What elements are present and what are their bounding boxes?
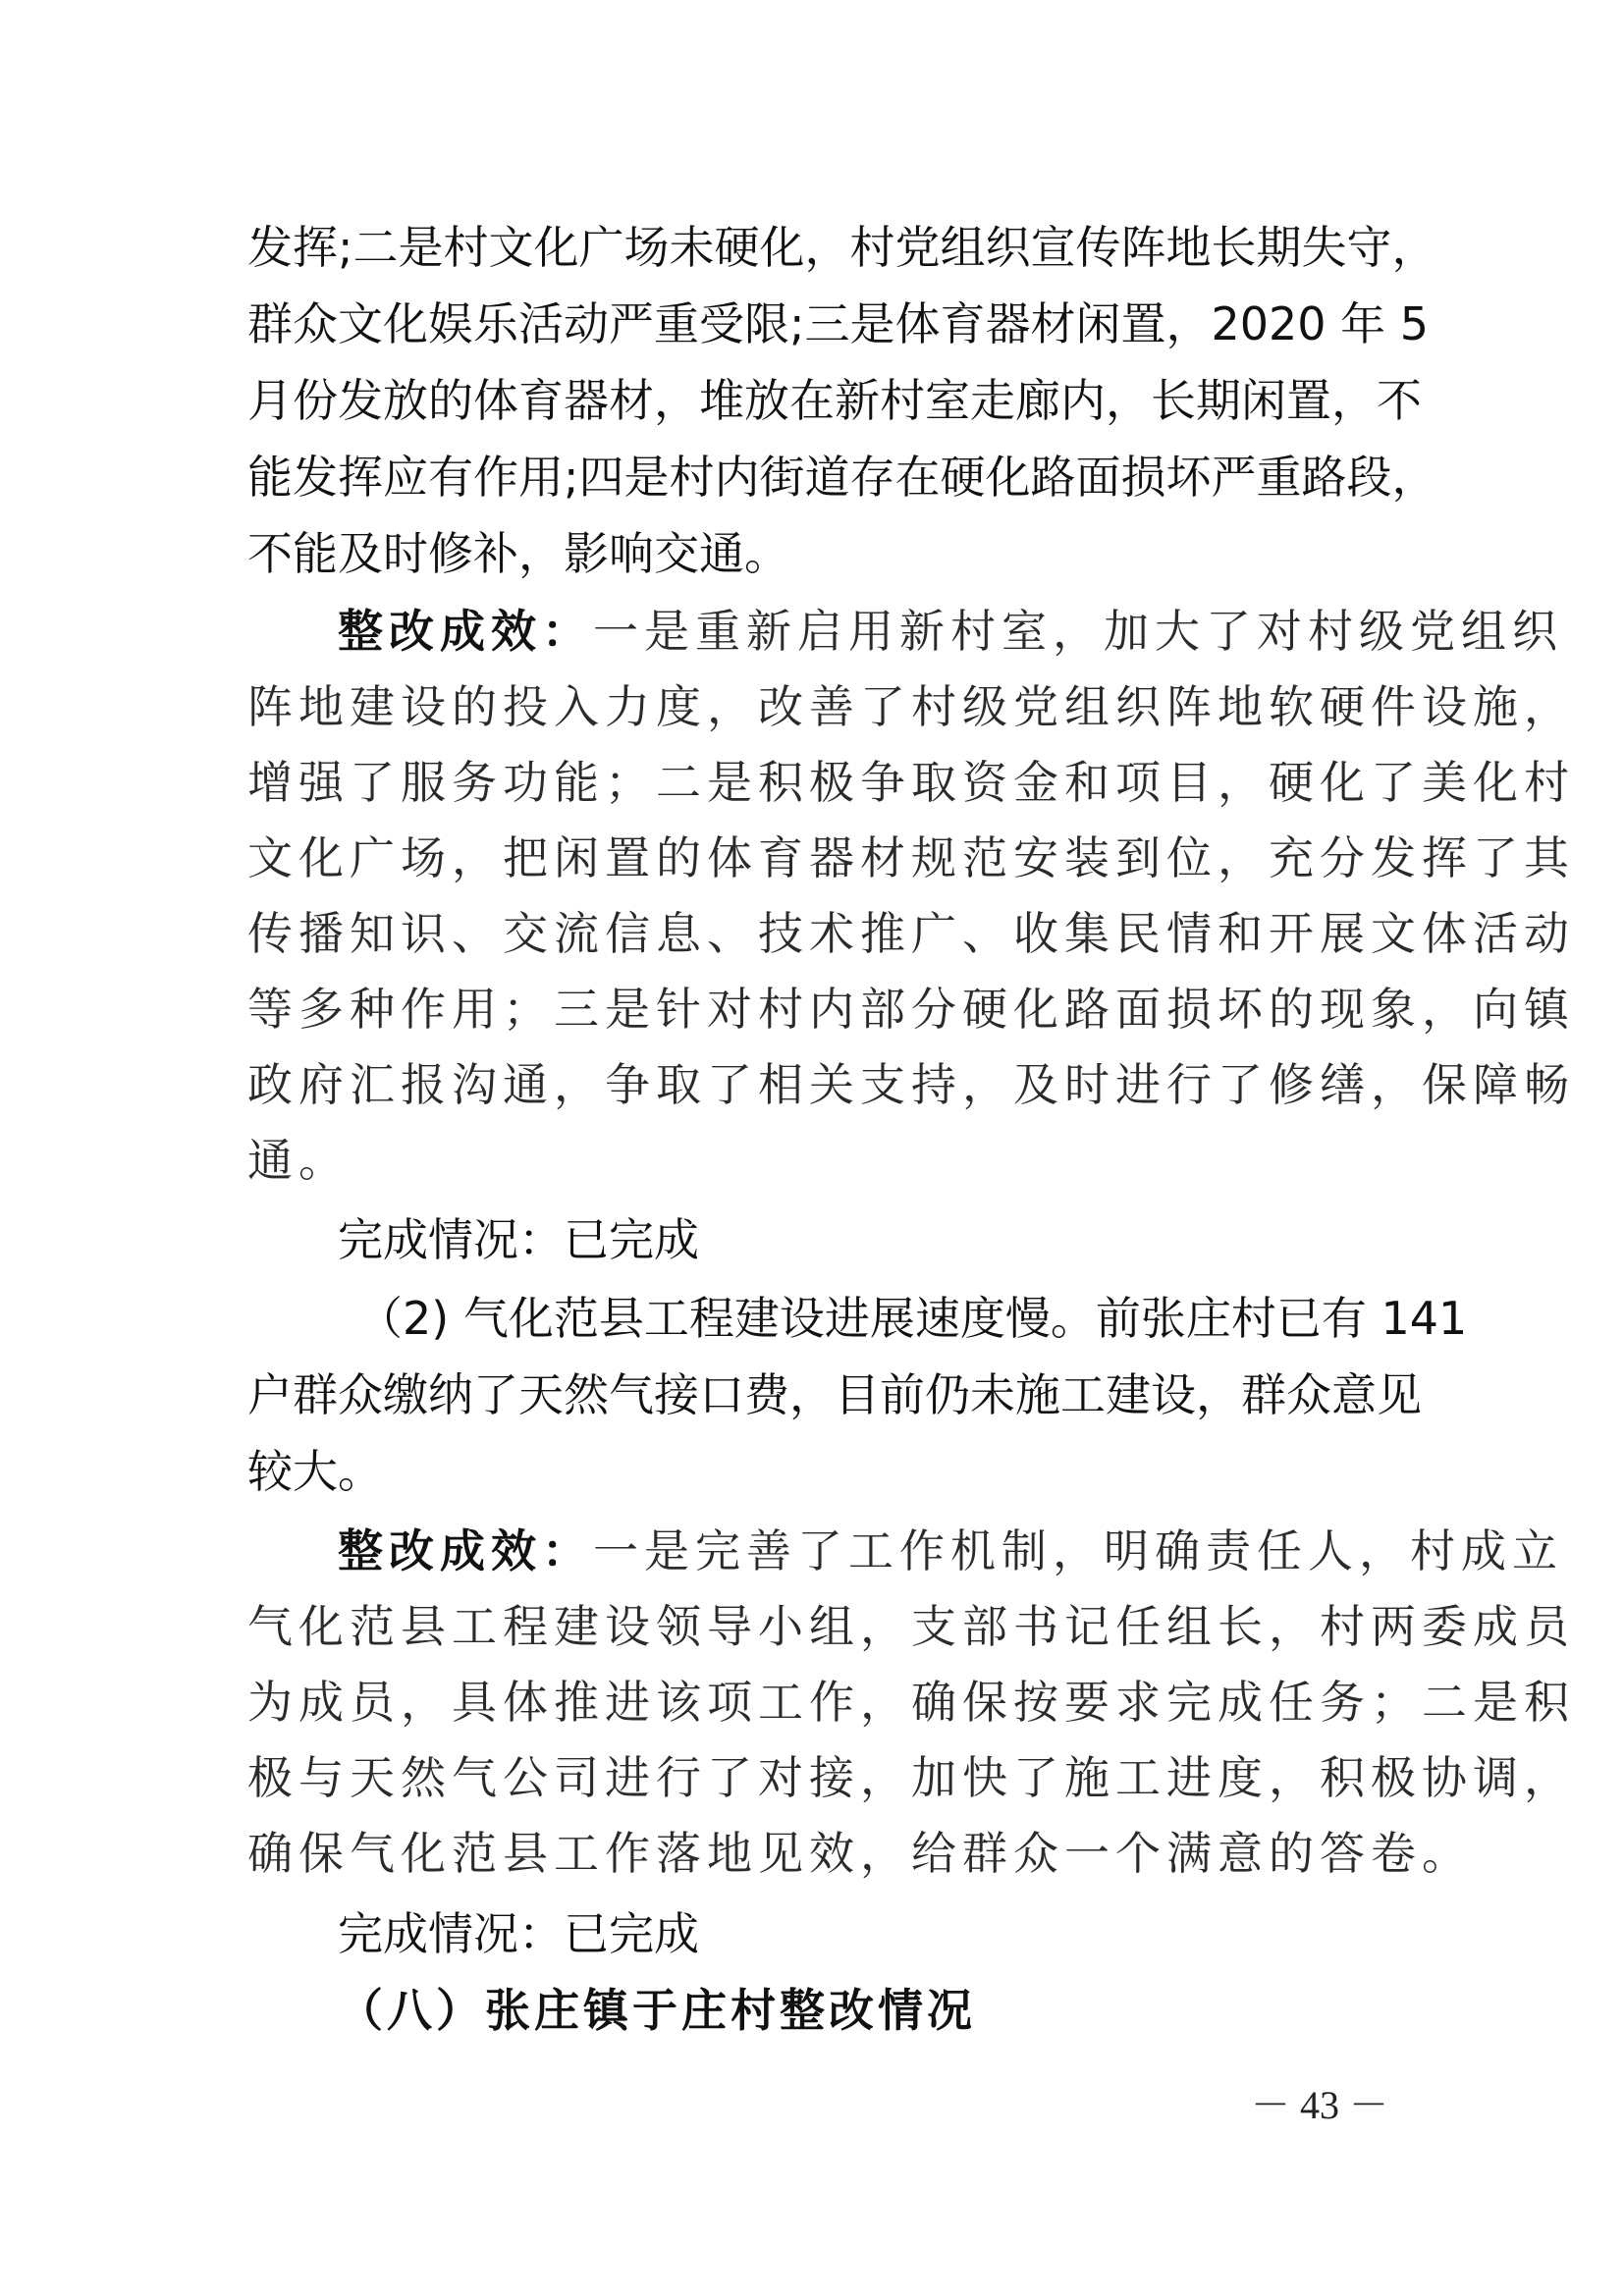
- rectification-result-label: 整改成效：: [338, 605, 593, 658]
- body-text-line: 阵地建设的投入力度，改善了村级党组织阵地软硬件设施，: [247, 680, 1575, 733]
- body-text-line: 群众文化娱乐活动严重受限;三是体育器材闲置，2020 年 5: [247, 297, 1430, 350]
- page-number: － 43 －: [1251, 2083, 1388, 2127]
- issue-heading-line: （2) 气化范县工程建设进展速度慢。前张庄村已有 141: [357, 1292, 1468, 1345]
- body-text-line: 政府汇报沟通，争取了相关支持，及时进行了修缮，保障畅: [247, 1058, 1575, 1111]
- body-text-line: 等多种作用；三是针对村内部分硬化路面损坏的现象，向镇: [247, 983, 1575, 1036]
- body-text-line: 户群众缴纳了天然气接口费，目前仍未施工建设，群众意见: [247, 1368, 1422, 1421]
- body-text-line: 为成员，具体推进该项工作，确保按要求完成任务；二是积: [247, 1676, 1575, 1729]
- rectification-result-paragraph-start: [338, 1522, 1563, 1580]
- completion-status: 完成情况：已完成: [338, 1907, 699, 1960]
- body-text-line: 文化广场，把闲置的体育器材规范安装到位，充分发挥了其: [247, 831, 1575, 884]
- body-text-line: 确保气化范县工作落地见效，给群众一个满意的答卷。: [247, 1827, 1473, 1880]
- rectification-result-text: 一是重新启用新村室，加大了对村级党组织: [593, 605, 1563, 658]
- body-text-line: 增强了服务功能；二是积极争取资金和项目，硬化了美化村: [247, 756, 1575, 809]
- body-text-line: 较大。: [247, 1445, 383, 1498]
- rectification-result-label: 整改成效：: [338, 1524, 593, 1577]
- section-heading: （八）张庄镇于庄村整改情况: [338, 1984, 976, 2037]
- body-text-line: 气化范县工程建设领导小组，支部书记任组长，村两委成员: [247, 1600, 1575, 1653]
- body-text-line: 极与天然气公司进行了对接，加快了施工进度，积极协调，: [247, 1751, 1575, 1804]
- body-text-line: 月份发放的体育器材，堆放在新村室走廊内，长期闲置，不: [247, 374, 1422, 427]
- body-text-line: 通。: [247, 1134, 350, 1187]
- rectification-result-text: 一是完善了工作机制，明确责任人，村成立: [593, 1524, 1563, 1577]
- body-text-line: 传播知识、交流信息、技术推广、收集民情和开展文体活动: [247, 907, 1575, 960]
- body-text-line: 发挥;二是村文化广场未硬化，村党组织宣传阵地长期失守，: [247, 221, 1437, 274]
- body-text-line: 能发挥应有作用;四是村内街道存在硬化路面损坏严重路段，: [247, 451, 1437, 504]
- rectification-result-paragraph-start: [338, 602, 1563, 661]
- completion-status: 完成情况：已完成: [338, 1213, 699, 1266]
- body-text-line: 不能及时修补，影响交通。: [247, 527, 789, 580]
